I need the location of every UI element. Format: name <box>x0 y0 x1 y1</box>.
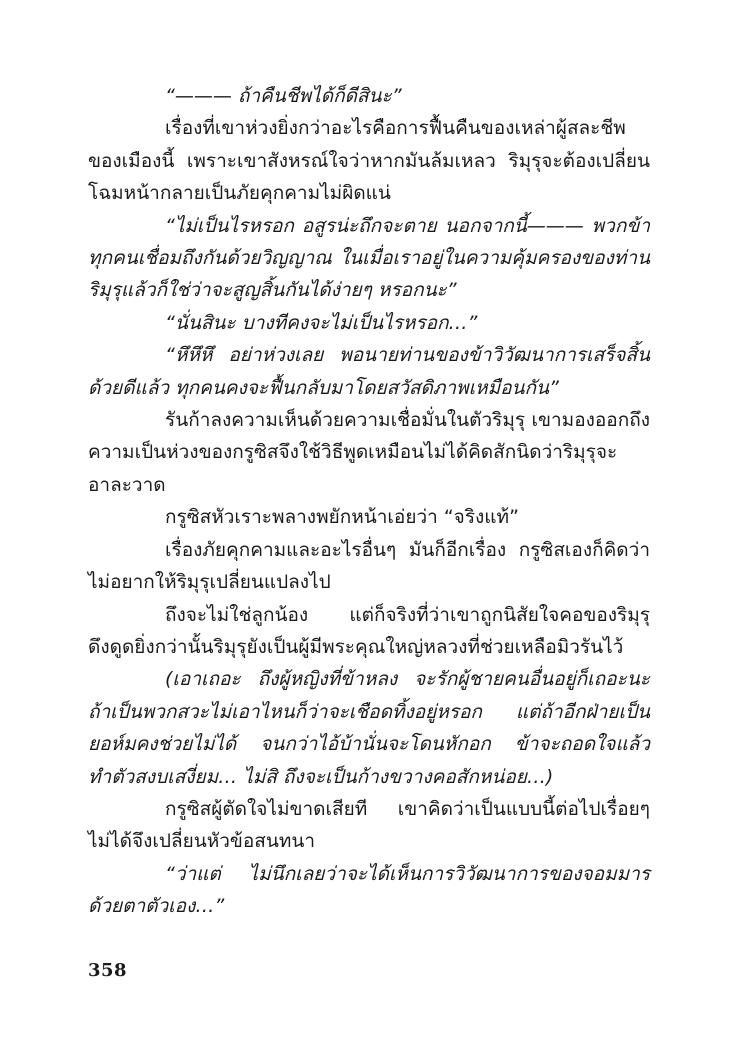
page-number: 358 <box>88 960 128 981</box>
paragraph: รันก้าลงความเห็นด้วยความเชื่อมั่นในตัวริมุรุ เขามองออกถึงความเป็นห่วงของกรูซิสจึงใช้วิธีพูดเหมือนไม่ได้คิดสักนิดว่าริมุรุจะอาละวาด <box>88 409 650 496</box>
paragraph: “นั่นสินะ บางทีคงจะไม่เป็นไรหรอก…” <box>165 311 478 334</box>
paragraph: เรื่องภัยคุกคามและอะไรอื่นๆ มันก็อีกเรื่อง กรูซิสเองก็คิดว่าไม่อยากให้ริมุรุเปลี่ยนแปลงไป <box>88 538 650 594</box>
paragraph: กรูซิสหัวเราะพลางพยักหน้าเอ่ยว่า “จริงแท้” <box>165 506 519 529</box>
paragraph: “หึหึหึ อย่าห่วงเลย พอนายท่านของข้าวิวัฒนาการเสร็จสิ้นด้วยดีแล้ว ทุกคนคงจะฟื้นกลับมาโดยสวัสดิภาพเหมือนกัน” <box>88 344 650 399</box>
paragraph: “ไม่เป็นไรหรอก อสูรน่ะถึกจะตาย นอกจากนี้——— พวกข้าทุกคนเชื่อมถึงกันด้วยวิญญาณ ในเมื่อเราอยู่ในความคุ้มครองของท่านริมุรุแล้วก็ใช่ว่าจะสูญสิ้นกันได้ง่ายๆ หรอกนะ” <box>88 214 650 302</box>
body-text <box>88 80 650 923</box>
paragraph: กรูซิสผู้ตัดใจไม่ขาดเสียที เขาคิดว่าเป็นแบบนี้ต่อไปเรื่อยๆ ไม่ได้จึงเปลี่ยนหัวข้อสนทนา <box>88 797 650 853</box>
paragraph: “——— ถ้าคืนชีพได้ก็ดีสินะ” <box>165 85 402 107</box>
paragraph: “ว่าแต่ ไม่นึกเลยว่าจะได้เห็นการวิวัฒนาการของจอมมารด้วยตาตัวเอง…” <box>88 862 650 918</box>
paragraph: ถึงจะไม่ใช่ลูกน้อง แต่ก็จริงที่ว่าเขาถูกนิสัยใจคอของริมุรุดึงดูดยิ่งกว่านั้นริมุรุยังเป็นผู้มีพระคุณใหญ่หลวงที่ช่วยเหลือมิวรันไว้ <box>88 603 650 658</box>
paragraph: เรื่องที่เขาห่วงยิ่งกว่าอะไรคือการฟื้นคืนของเหล่าผู้สละชีพของเมืองนี้ เพราะเขาสังหรณ์ใจว่าหากมันล้มเหลว ริมุรุจะต้องเปลี่ยนโฉมหน้ากลายเป็นภัยคุกคามไม่ผิดแน่ <box>88 117 650 205</box>
paragraph: (เอาเถอะ ถึงผู้หญิงที่ข้าหลง จะรักผู้ชายคนอื่นอยู่ก็เถอะนะ ถ้าเป็นพวกสวะไม่เอาไหนก็ว่าจะเชือดทิ้งอยู่หรอก แต่ถ้าอีกฝ่ายเป็นยอห์มคงช่วยไม่ได้ จนกว่าไอ้บ้านั่นจะโดนหักอก ข้าจะถอดใจแล้วทำตัวสงบเสงี่ยม… ไม่สิ ถึงจะเป็นก้างขวางคอสักหน่อย…) <box>88 668 650 788</box>
